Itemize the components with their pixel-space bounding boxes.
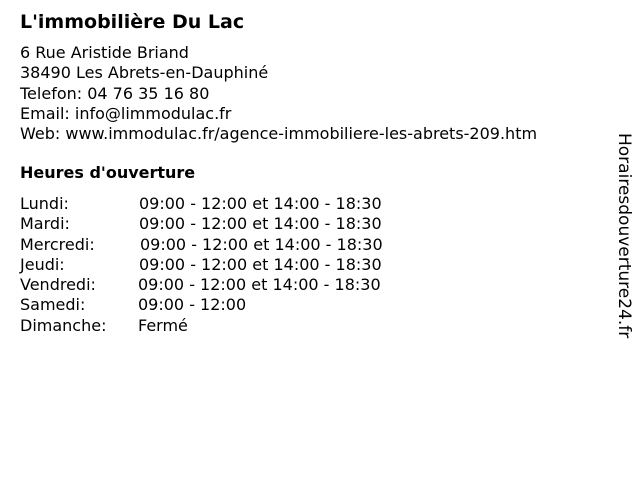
day-label: Jeudi:	[20, 254, 65, 274]
agency-name: L'immobilière Du Lac	[20, 11, 245, 33]
day-label: Lundi:	[20, 194, 69, 213]
day-label: Mercredi:	[20, 234, 95, 254]
address-line-city: 38490 Les Abrets-en-Dauphiné	[20, 63, 269, 83]
time-value: Fermé	[138, 315, 188, 335]
day-label: Mardi:	[20, 214, 70, 234]
day-label: Samedi:	[20, 295, 86, 315]
time-value: 09:00 - 12:00 et 14:00 - 18:30	[139, 214, 382, 234]
email-line: Email: info@limmodulac.fr	[20, 103, 232, 123]
web-line: Web: www.immodulac.fr/agence-immobiliere-les-abrets-209.htm	[20, 124, 538, 144]
opening-hours-heading: Heures d'ouverture	[20, 163, 196, 182]
time-value: 09:00 - 12:00 et 14:00 - 18:30	[138, 275, 381, 295]
time-value: 09:00 - 12:00 et 14:00 - 18:30	[140, 234, 383, 254]
time-value: 09:00 - 12:00 et 14:00 - 18:30	[139, 254, 382, 274]
time-value: 09:00 - 12:00	[138, 295, 247, 315]
watermark-text: Horairesdouverture24.fr	[614, 133, 634, 339]
phone-line: Telefon: 04 76 35 16 80	[20, 83, 210, 103]
day-label: Vendredi:	[20, 275, 96, 295]
day-label: Dimanche:	[20, 315, 107, 335]
address-line-street: 6 Rue Aristide Briand	[20, 43, 189, 62]
contact-block	[20, 43, 537, 144]
time-value: 09:00 - 12:00 et 14:00 - 18:30	[139, 194, 382, 213]
